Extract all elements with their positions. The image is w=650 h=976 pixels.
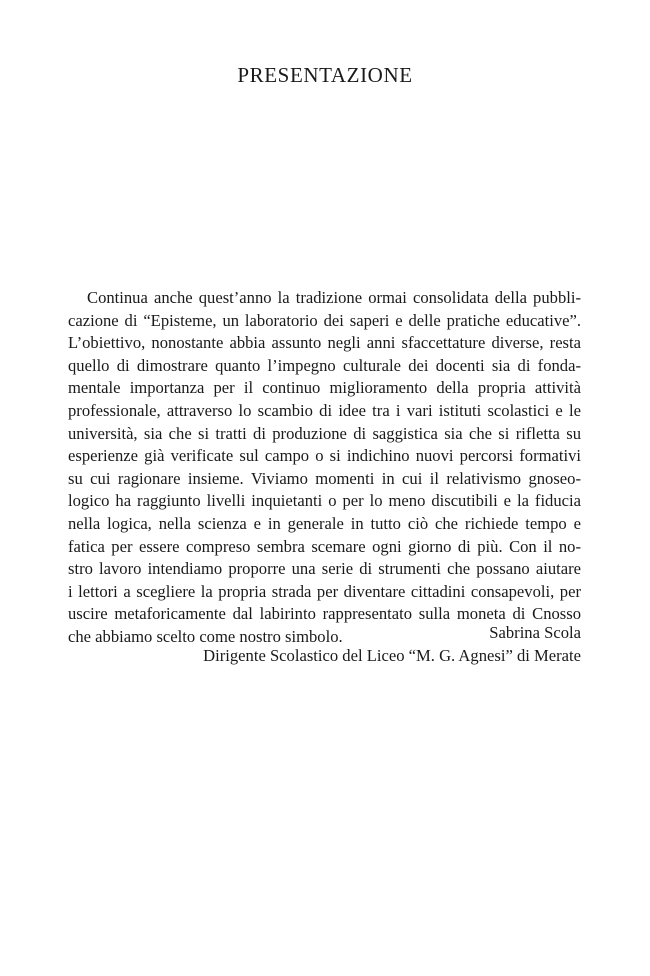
text-line: logico ha raggiunto livelli inquietanti o per lo meno discutibili e la fiducia [68,491,581,511]
text-line: Continua anche quest’anno la tradizione ormai consolidata della pubbli- [87,288,581,307]
page-title: PRESENTAZIONE [237,63,413,87]
text-line: su cui ragionare insieme. Viviamo momenti in cui il relativismo gnoseo- [68,468,581,488]
presentation-text [68,287,581,649]
text-line: cazione di “Episteme, un laboratorio dei saperi e delle pratiche educative”. [68,310,581,330]
text-line: i lettori a scegliere la propria strada per diventare cittadini consapevoli, per [68,581,581,601]
text-line: esperienze già verificate sul campo o si indichino nuovi percorsi formativi [68,446,581,466]
text-line: fatica per essere compreso sembra scemare ogni giorno di più. Con il no- [68,536,581,556]
signature-block [203,622,581,667]
signature-name: Sabrina Scola [489,623,581,642]
text-line: nella logica, nella scienza e in generale in tutto ciò che richiede tempo e [68,513,581,533]
text-line: mentale importanza per il continuo miglioramento della propria attività [68,378,581,398]
text-line: stro lavoro intendiamo proporre una serie di strumenti che possano aiutare [68,559,581,579]
text-line: professionale, attraverso lo scambio di idee tra i vari istituti scolastici e le [68,400,581,420]
text-line: L’obiettivo, nonostante abbia assunto negli anni sfaccettature diverse, resta [68,333,581,353]
text-line: università, sia che si tratti di produzione di saggistica sia che si rifletta su [68,423,581,443]
text-line: che abbiamo scelto come nostro simbolo. [68,626,343,646]
text-line: quello di dimostrare quanto l’impegno culturale dei docenti sia di fonda- [68,355,581,375]
signature-role: Dirigente Scolastico del Liceo “M. G. Agnesi” di Merate [203,645,581,665]
text-line: uscire metaforicamente dal labirinto rappresentato sulla moneta di Cnosso [68,604,581,624]
